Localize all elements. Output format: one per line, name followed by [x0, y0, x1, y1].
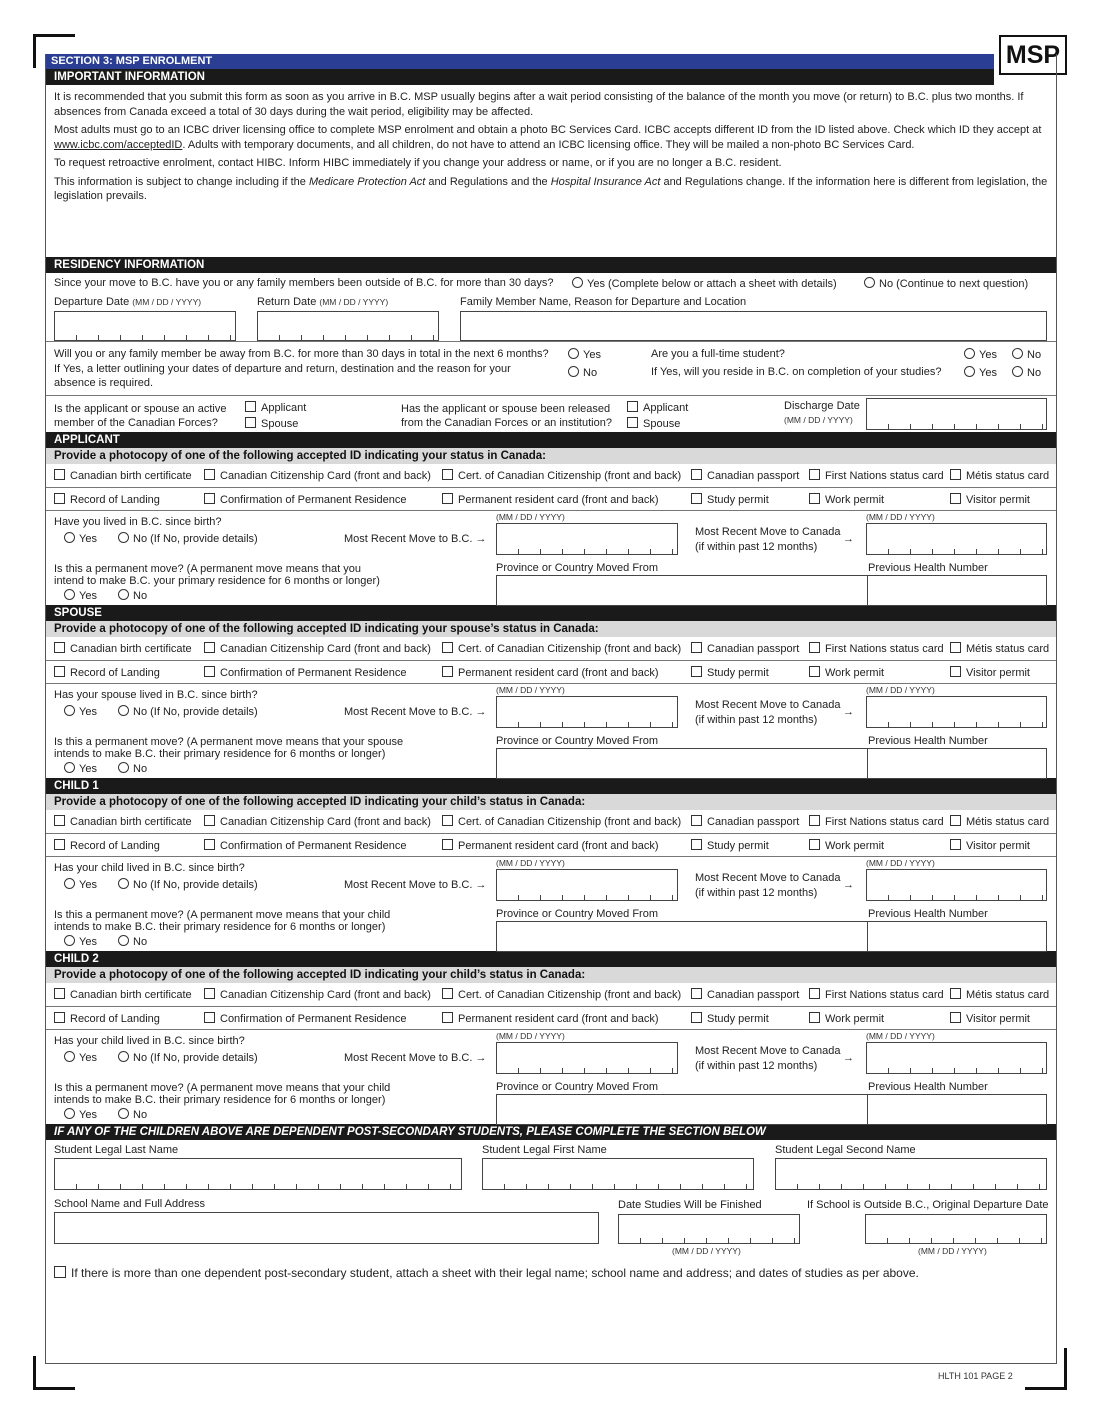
child2-id-row-2 — [46, 1006, 1056, 1029]
child1-prev-health-field[interactable] — [867, 921, 1047, 952]
applicant-id-option[interactable]: Canadian Citizenship Card (front and back) — [204, 469, 431, 482]
spouse-id-option[interactable]: Work permit — [809, 666, 884, 679]
radio-icon — [568, 348, 579, 359]
child1-id-option[interactable]: Work permit — [809, 839, 884, 852]
child2-q-perm: Is this a permanent move? (A permanent move means that your child — [54, 1082, 391, 1094]
radio-icon — [118, 878, 129, 889]
radio-icon — [64, 589, 75, 600]
outside-bc-label: If School is Outside B.C., Original Departure Date — [807, 1199, 1049, 1211]
checkbox-icon — [950, 493, 961, 504]
child2-recent-canada-label: Most Recent Move to Canada — [695, 1045, 841, 1057]
checkbox-icon — [691, 642, 702, 653]
child2-id-option[interactable]: Study permit — [691, 1012, 769, 1025]
radio-icon — [964, 366, 975, 377]
child1-prev-health-label: Previous Health Number — [868, 908, 988, 920]
checkbox-icon — [204, 988, 215, 999]
spouse-id-option[interactable]: First Nations status card — [809, 642, 944, 655]
child1-heading: CHILD 1 — [46, 778, 1056, 794]
child2-subheading: Provide a photocopy of one of the following accepted ID indicating your child’s status in Canada: — [46, 967, 1056, 983]
applicant-recent-canada-date[interactable] — [866, 523, 1047, 555]
child2-id-option[interactable]: Confirmation of Permanent Residence — [204, 1012, 406, 1025]
forces-applicant[interactable]: Applicant — [245, 401, 306, 414]
checkbox-icon — [442, 815, 453, 826]
spouse-prev-health-field[interactable] — [867, 748, 1047, 779]
released-spouse[interactable]: Spouse — [627, 417, 680, 430]
spouse-move-details: Has your spouse lived in B.C. since birth? Yes No (If No, provide details) Most Recent Move to B.C. → (MM / DD / YYYY) Most Recent Move to Canada (if within past 12 months) → (MM / DD / YYYY) Is this a permanent move? (A permanent move means that your spouse intends to make B.C. their primary residence for 6 months or longer) Yes No Province or Country Moved From Previous Health Number — [46, 683, 1056, 778]
radio-icon — [64, 878, 75, 889]
date-finished-field[interactable] — [618, 1214, 800, 1244]
arrow-icon: → — [475, 879, 487, 891]
checkbox-icon — [54, 815, 65, 826]
arrow-icon: → — [843, 706, 854, 718]
checkbox-icon — [204, 666, 215, 677]
child2-id-option[interactable]: First Nations status card — [809, 988, 944, 1001]
radio-icon — [64, 762, 75, 773]
checkbox-icon — [54, 839, 65, 850]
arrow-icon: → — [843, 879, 854, 891]
students-heading: IF ANY OF THE CHILDREN ABOVE ARE DEPENDENT POST-SECONDARY STUDENTS, PLEASE COMPLETE THE SECTION BELOW — [46, 1124, 1056, 1140]
child1-q-perm: Is this a permanent move? (A permanent move means that your child — [54, 909, 391, 921]
radio-icon — [118, 762, 129, 773]
radio-icon — [64, 705, 75, 716]
discharge-label: Discharge Date — [784, 400, 860, 412]
reside-yes[interactable]: Yes — [964, 366, 997, 379]
checkbox-icon — [245, 417, 256, 428]
applicant-id-option[interactable]: Work permit — [809, 493, 884, 506]
student-no[interactable]: No — [1012, 348, 1041, 361]
child2-id-option[interactable]: Cert. of Canadian Citizenship (front and back) — [442, 988, 681, 1001]
checkbox-icon — [809, 642, 820, 653]
msp-logo: MSP — [999, 35, 1067, 75]
radio-icon — [118, 935, 129, 946]
child2-recent-bc-date[interactable] — [496, 1042, 678, 1074]
spouse-id-option[interactable]: Permanent resident card (front and back) — [442, 666, 659, 679]
checkbox-icon — [54, 1266, 66, 1278]
school-field[interactable] — [54, 1212, 599, 1244]
student-names-row — [46, 1140, 1056, 1192]
away-yes[interactable]: Yes — [568, 348, 601, 361]
checkbox-icon — [442, 642, 453, 653]
last-name-label: Student Legal Last Name — [54, 1144, 179, 1156]
radio-icon — [118, 532, 129, 543]
checkbox-icon — [442, 666, 453, 677]
more-students-row — [46, 1258, 1056, 1292]
first-name-label: Student Legal First Name — [482, 1144, 607, 1156]
child2-id-row-1 — [46, 983, 1056, 1006]
checkbox-icon — [204, 642, 215, 653]
child2-province-label: Province or Country Moved From — [496, 1081, 658, 1093]
section-title: SECTION 3: MSP ENROLMENT — [46, 54, 994, 69]
child1-province-label: Province or Country Moved From — [496, 908, 658, 920]
residency-heading: RESIDENCY INFORMATION — [46, 257, 1056, 273]
student-yes[interactable]: Yes — [964, 348, 997, 361]
spouse-id-option[interactable]: Canadian birth certificate — [54, 642, 192, 655]
radio-icon — [864, 277, 875, 288]
child1-id-option[interactable]: Métis status card — [950, 815, 1049, 828]
child1-id-option[interactable]: Confirmation of Permanent Residence — [204, 839, 406, 852]
child2-perm-yes[interactable]: Yes — [64, 1108, 97, 1121]
applicant-province-label: Province or Country Moved From — [496, 562, 658, 574]
child1-move-details: Has your child lived in B.C. since birth? Yes No (If No, provide details) Most Recent Move to B.C. → (MM / DD / YYYY) Most Recent Move to Canada (if within past 12 months) → (MM / DD / YYYY) Is this a permanent move? (A permanent move means that your child intends to make B.C. their primary residence for 6 months or longer) Yes No Province or Country Moved From Previous Health Number — [46, 856, 1056, 951]
spouse-recent-canada-date[interactable] — [866, 696, 1047, 728]
child2-id-option[interactable]: Canadian birth certificate — [54, 988, 192, 1001]
page-footer: HLTH 101 PAGE 2 — [938, 1371, 1013, 1381]
spouse-recent-canada-label: Most Recent Move to Canada — [695, 699, 841, 711]
checkbox-icon — [809, 815, 820, 826]
applicant-id-option[interactable]: Study permit — [691, 493, 769, 506]
spouse-province-label: Province or Country Moved From — [496, 735, 658, 747]
radio-icon — [1012, 348, 1023, 359]
radio-icon — [568, 366, 579, 377]
released-applicant[interactable]: Applicant — [627, 401, 688, 414]
important-p3: To request retroactive enrolment, contact HIBC. Inform HIBC immediately if you change your address or name, or if you are no longer a B.C. resident. — [54, 157, 782, 169]
arrow-icon: → — [475, 533, 487, 545]
child2-province-field[interactable] — [496, 1094, 868, 1125]
radio-icon — [118, 705, 129, 716]
first-name-field[interactable] — [482, 1158, 754, 1190]
radio-icon — [1012, 366, 1023, 377]
child2-lived-yes[interactable]: Yes — [64, 1051, 97, 1064]
applicant-id-option[interactable]: Record of Landing — [54, 493, 160, 506]
radio-icon — [118, 1051, 129, 1062]
outside-no[interactable]: No (Continue to next question) — [864, 277, 1028, 290]
persons — [46, 432, 1056, 1124]
radio-icon — [64, 1051, 75, 1062]
q-student: Are you a full-time student? — [651, 348, 785, 360]
child1-id-option[interactable]: Permanent resident card (front and back) — [442, 839, 659, 852]
child2-lived-no[interactable]: No (If No, provide details) — [118, 1051, 258, 1064]
checkbox-icon — [204, 815, 215, 826]
checkbox-icon — [691, 1012, 702, 1023]
applicant-heading: APPLICANT — [46, 432, 1056, 448]
checkbox-icon — [442, 988, 453, 999]
spouse-heading: SPOUSE — [46, 605, 1056, 621]
spouse-id-row-2 — [46, 660, 1056, 683]
arrow-icon: → — [843, 1052, 854, 1064]
checkbox-icon — [691, 469, 702, 480]
child1-id-option[interactable]: Canadian passport — [691, 815, 799, 828]
checkbox-icon — [54, 988, 65, 999]
applicant-id-row-2 — [46, 487, 1056, 510]
reside-no[interactable]: No — [1012, 366, 1041, 379]
away-no[interactable]: No — [568, 366, 597, 379]
discharge-date-field[interactable] — [866, 398, 1047, 430]
checkbox-icon — [809, 493, 820, 504]
radio-icon — [964, 348, 975, 359]
arrow-icon: → — [475, 706, 487, 718]
checkbox-icon — [204, 493, 215, 504]
spouse-prev-health-label: Previous Health Number — [868, 735, 988, 747]
arrow-icon: → — [843, 533, 854, 545]
child2-id-option[interactable]: Work permit — [809, 1012, 884, 1025]
child1-q-lived: Has your child lived in B.C. since birth? — [54, 862, 245, 874]
applicant-q-lived: Have you lived in B.C. since birth? — [54, 516, 222, 528]
applicant-id-option[interactable]: Métis status card — [950, 469, 1049, 482]
child1-id-option[interactable]: Canadian birth certificate — [54, 815, 192, 828]
radio-icon — [64, 532, 75, 543]
checkbox-icon — [54, 642, 65, 653]
child1-subheading: Provide a photocopy of one of the following accepted ID indicating your child’s status in Canada: — [46, 794, 1056, 810]
child2-heading: CHILD 2 — [46, 951, 1056, 967]
family-field[interactable] — [460, 311, 1047, 341]
outside-bc-date-field[interactable] — [865, 1214, 1047, 1244]
q-away1: Will you or any family member be away from B.C. for more than 30 days in total in the next 6 months? — [54, 348, 549, 360]
applicant-id-row-1 — [46, 464, 1056, 487]
child1-recent-canada-label: Most Recent Move to Canada — [695, 872, 841, 884]
child2-id-option[interactable]: Métis status card — [950, 988, 1049, 1001]
applicant-q-perm: Is this a permanent move? (A permanent move means that you — [54, 563, 361, 575]
last-name-field[interactable] — [54, 1158, 462, 1190]
checkbox-icon — [204, 839, 215, 850]
forces-row: Is the applicant or spouse an active member of the Canadian Forces? Applicant Spouse Has the applicant or spouse been released from the Canadian Forces or an institution? Applicant Spouse Discharge Date (MM / DD / YYYY) — [46, 395, 1056, 432]
spouse-perm-no[interactable]: No — [118, 762, 147, 775]
child1-lived-no[interactable]: No (If No, provide details) — [118, 878, 258, 891]
child2-id-option[interactable]: Visitor permit — [950, 1012, 1030, 1025]
applicant-id-option[interactable]: Confirmation of Permanent Residence — [204, 493, 406, 506]
child2-q-lived: Has your child lived in B.C. since birth? — [54, 1035, 245, 1047]
important-p4: This information is subject to change including if the Medicare Protection Act and Regulations and the Hospital Insurance Act and Regulations change. If the information here is different from legislation, the legislation prevails. — [54, 175, 1048, 202]
radio-icon — [572, 277, 583, 288]
radio-icon — [64, 935, 75, 946]
child1-id-option[interactable]: Cert. of Canadian Citizenship (front and back) — [442, 815, 681, 828]
important-p2: Most adults must go to an ICBC driver licensing office to complete MSP enrolment and obtain a photo BC Services Card. ICBC accepts different ID from the ID listed above. Check which ID they accept at www.icbc.com/acceptedID. Adults with temporary documents, and all children, do not have to attend an ICBC licensing office. They will be mailed a non-photo BC Services Card. — [54, 124, 1042, 151]
child2-recent-bc-label: Most Recent Move to B.C. — [344, 1052, 473, 1064]
child2-id-option[interactable]: Canadian Citizenship Card (front and back) — [204, 988, 431, 1001]
checkbox-icon — [950, 1012, 961, 1023]
applicant-lived-no[interactable]: No (If No, provide details) — [118, 532, 258, 545]
spouse-id-option[interactable]: Study permit — [691, 666, 769, 679]
applicant-perm-yes[interactable]: Yes — [64, 589, 97, 602]
child1-id-option[interactable]: Visitor permit — [950, 839, 1030, 852]
applicant-id-option[interactable]: Canadian birth certificate — [54, 469, 192, 482]
q-released: Has the applicant or spouse been released from the Canadian Forces or an institution? — [401, 403, 612, 429]
spouse-lived-no[interactable]: No (If No, provide details) — [118, 705, 258, 718]
checkbox-icon — [809, 469, 820, 480]
applicant-recent-bc-date[interactable] — [496, 523, 678, 555]
important-p1: It is recommended that you submit this form as soon as you arrive in B.C. MSP usually begins after a wait period consisting of the balance of the month you move (or return) to B.C. plus two months. If absences from Canada exceed a total of 30 days during the wait period, eligibility may be affected. — [54, 91, 1024, 118]
date-finished-label: Date Studies Will be Finished — [618, 1199, 762, 1211]
child1-lived-yes[interactable]: Yes — [64, 878, 97, 891]
family-label: Family Member Name, Reason for Departure and Location — [460, 296, 747, 308]
spouse-id-option[interactable]: Confirmation of Permanent Residence — [204, 666, 406, 679]
checkbox-icon — [950, 839, 961, 850]
child1-perm-no[interactable]: No — [118, 935, 147, 948]
spouse-id-option[interactable]: Record of Landing — [54, 666, 160, 679]
checkbox-icon — [54, 666, 65, 677]
spouse-id-option[interactable]: Visitor permit — [950, 666, 1030, 679]
checkbox-icon — [809, 988, 820, 999]
spouse-subheading: Provide a photocopy of one of the following accepted ID indicating your spouse’s status in Canada: — [46, 621, 1056, 637]
checkbox-icon — [54, 469, 65, 480]
applicant-recent-canada-label: Most Recent Move to Canada — [695, 526, 841, 538]
child1-id-row-2 — [46, 833, 1056, 856]
child1-recent-canada-date[interactable] — [866, 869, 1047, 901]
q-outside: Since your move to B.C. have you or any family members been outside of B.C. for more than 30 days? — [54, 277, 554, 289]
child1-id-option[interactable]: Record of Landing — [54, 839, 160, 852]
checkbox-icon — [204, 469, 215, 480]
child1-id-option[interactable]: First Nations status card — [809, 815, 944, 828]
child1-id-option[interactable]: Canadian Citizenship Card (front and back) — [204, 815, 431, 828]
child1-perm-yes[interactable]: Yes — [64, 935, 97, 948]
child2-id-option[interactable]: Record of Landing — [54, 1012, 160, 1025]
spouse-recent-bc-label: Most Recent Move to B.C. — [344, 706, 473, 718]
child2-id-option[interactable]: Permanent resident card (front and back) — [442, 1012, 659, 1025]
child1-id-option[interactable]: Study permit — [691, 839, 769, 852]
outside-yes[interactable]: Yes (Complete below or attach a sheet with details) — [572, 277, 837, 290]
icbc-link[interactable]: www.icbc.com/acceptedID — [54, 138, 183, 151]
away-row — [46, 341, 1056, 395]
checkbox-icon — [691, 815, 702, 826]
important-info — [46, 85, 1056, 257]
child2-prev-health-label: Previous Health Number — [868, 1081, 988, 1093]
applicant-id-option[interactable]: First Nations status card — [809, 469, 944, 482]
radio-icon — [118, 1108, 129, 1119]
checkbox-icon — [950, 988, 961, 999]
departure-label: Departure Date — [54, 296, 130, 308]
checkbox-icon — [691, 839, 702, 850]
forces-spouse[interactable]: Spouse — [245, 417, 298, 430]
q-away2: If Yes, a letter outlining your dates of departure and return, destination and the reason for your absence is required. — [54, 363, 511, 389]
child2-perm-no[interactable]: No — [118, 1108, 147, 1121]
applicant-lived-yes[interactable]: Yes — [64, 532, 97, 545]
return-label: Return Date — [257, 296, 317, 308]
departure-date-field[interactable] — [54, 311, 236, 341]
school-label: School Name and Full Address — [54, 1198, 206, 1210]
residency-outside-row — [46, 273, 1056, 293]
checkbox-icon — [442, 1012, 453, 1023]
checkbox-icon — [627, 401, 638, 412]
radio-icon — [64, 1108, 75, 1119]
checkbox-icon — [950, 666, 961, 677]
child1-recent-bc-date[interactable] — [496, 869, 678, 901]
applicant-subheading: Provide a photocopy of one of the following accepted ID indicating your status in Canada: — [46, 448, 1056, 464]
checkbox-icon — [950, 642, 961, 653]
checkbox-icon — [442, 493, 453, 504]
applicant-recent-bc-label: Most Recent Move to B.C. — [344, 533, 473, 545]
checkbox-icon — [809, 1012, 820, 1023]
child1-province-field[interactable] — [496, 921, 868, 952]
applicant-id-option[interactable]: Canadian passport — [691, 469, 799, 482]
spouse-province-field[interactable] — [496, 748, 868, 779]
spouse-recent-bc-date[interactable] — [496, 696, 678, 728]
radio-icon — [118, 589, 129, 600]
applicant-province-field[interactable] — [496, 575, 868, 606]
child1-id-row-1 — [46, 810, 1056, 833]
checkbox-icon — [691, 666, 702, 677]
checkbox-icon — [204, 1012, 215, 1023]
second-name-label: Student Legal Second Name — [775, 1144, 916, 1156]
applicant-id-option[interactable]: Permanent resident card (front and back) — [442, 493, 659, 506]
spouse-id-row-1 — [46, 637, 1056, 660]
checkbox-icon — [691, 493, 702, 504]
second-name-field[interactable] — [775, 1158, 1047, 1190]
spouse-lived-yes[interactable]: Yes — [64, 705, 97, 718]
school-row: School Name and Full Address Date Studies Will be Finished (MM / DD / YYYY) If School is Outside B.C., Original Departure Date (MM / DD / YYYY) — [54, 1198, 1049, 1256]
enrolment-form — [45, 54, 1057, 1364]
checkbox-icon — [627, 417, 638, 428]
applicant-id-option[interactable]: Visitor permit — [950, 493, 1030, 506]
spouse-perm-yes[interactable]: Yes — [64, 762, 97, 775]
child2-recent-canada-date[interactable] — [866, 1042, 1047, 1074]
applicant-prev-health-label: Previous Health Number — [868, 562, 988, 574]
departure-row: Departure Date (MM / DD / YYYY) Return Date (MM / DD / YYYY) Family Member Name, Reason for Departure and Location — [46, 293, 1056, 341]
child1-recent-bc-label: Most Recent Move to B.C. — [344, 879, 473, 891]
checkbox-icon — [950, 469, 961, 480]
checkbox-icon — [245, 401, 256, 412]
checkbox-icon — [809, 839, 820, 850]
checkbox-icon — [54, 493, 65, 504]
checkbox-icon — [442, 469, 453, 480]
child2-prev-health-field[interactable] — [867, 1094, 1047, 1125]
checkbox-icon — [54, 1012, 65, 1023]
spouse-q-lived: Has your spouse lived in B.C. since birth? — [54, 689, 258, 701]
checkbox-icon — [809, 666, 820, 677]
spouse-id-option[interactable]: Métis status card — [950, 642, 1049, 655]
spouse-id-option[interactable]: Canadian passport — [691, 642, 799, 655]
important-heading: IMPORTANT INFORMATION — [46, 69, 994, 85]
return-date-field[interactable] — [257, 311, 439, 341]
spouse-q-perm: Is this a permanent move? (A permanent move means that your spouse — [54, 736, 404, 748]
checkbox-icon — [950, 815, 961, 826]
spouse-id-option[interactable]: Cert. of Canadian Citizenship (front and back) — [442, 642, 681, 655]
child2-id-option[interactable]: Canadian passport — [691, 988, 799, 1001]
applicant-id-option[interactable]: Cert. of Canadian Citizenship (front and back) — [442, 469, 681, 482]
q-forces: Is the applicant or spouse an active member of the Canadian Forces? — [54, 403, 227, 429]
spouse-id-option[interactable]: Canadian Citizenship Card (front and back) — [204, 642, 431, 655]
child2-move-details: Has your child lived in B.C. since birth? Yes No (If No, provide details) Most Recent Move to B.C. → (MM / DD / YYYY) Most Recent Move to Canada (if within past 12 months) → (MM / DD / YYYY) Is this a permanent move? (A permanent move means that your child intends to make B.C. their primary residence for 6 months or longer) Yes No Province or Country Moved From Previous Health Number — [46, 1029, 1056, 1124]
more-students-checkbox[interactable]: If there is more than one dependent post-secondary student, attach a sheet with their legal name; school name and address; and dates of studies as per above. — [54, 1266, 919, 1280]
arrow-icon: → — [475, 1052, 487, 1064]
applicant-move-details: Have you lived in B.C. since birth? Yes No (If No, provide details) Most Recent Move to B.C. → (MM / DD / YYYY) Most Recent Move to Canada (if within past 12 months) → (MM / DD / YYYY) Is this a permanent move? (A permanent move means that you intend to make B.C. your primary residence for 6 months or longer) Yes No Province or Country Moved From Previous Health Number — [46, 510, 1056, 605]
applicant-prev-health-field[interactable] — [867, 575, 1047, 606]
checkbox-icon — [442, 839, 453, 850]
q-reside: If Yes, will you reside in B.C. on completion of your studies? — [651, 366, 942, 378]
applicant-perm-no[interactable]: No — [118, 589, 147, 602]
checkbox-icon — [691, 988, 702, 999]
